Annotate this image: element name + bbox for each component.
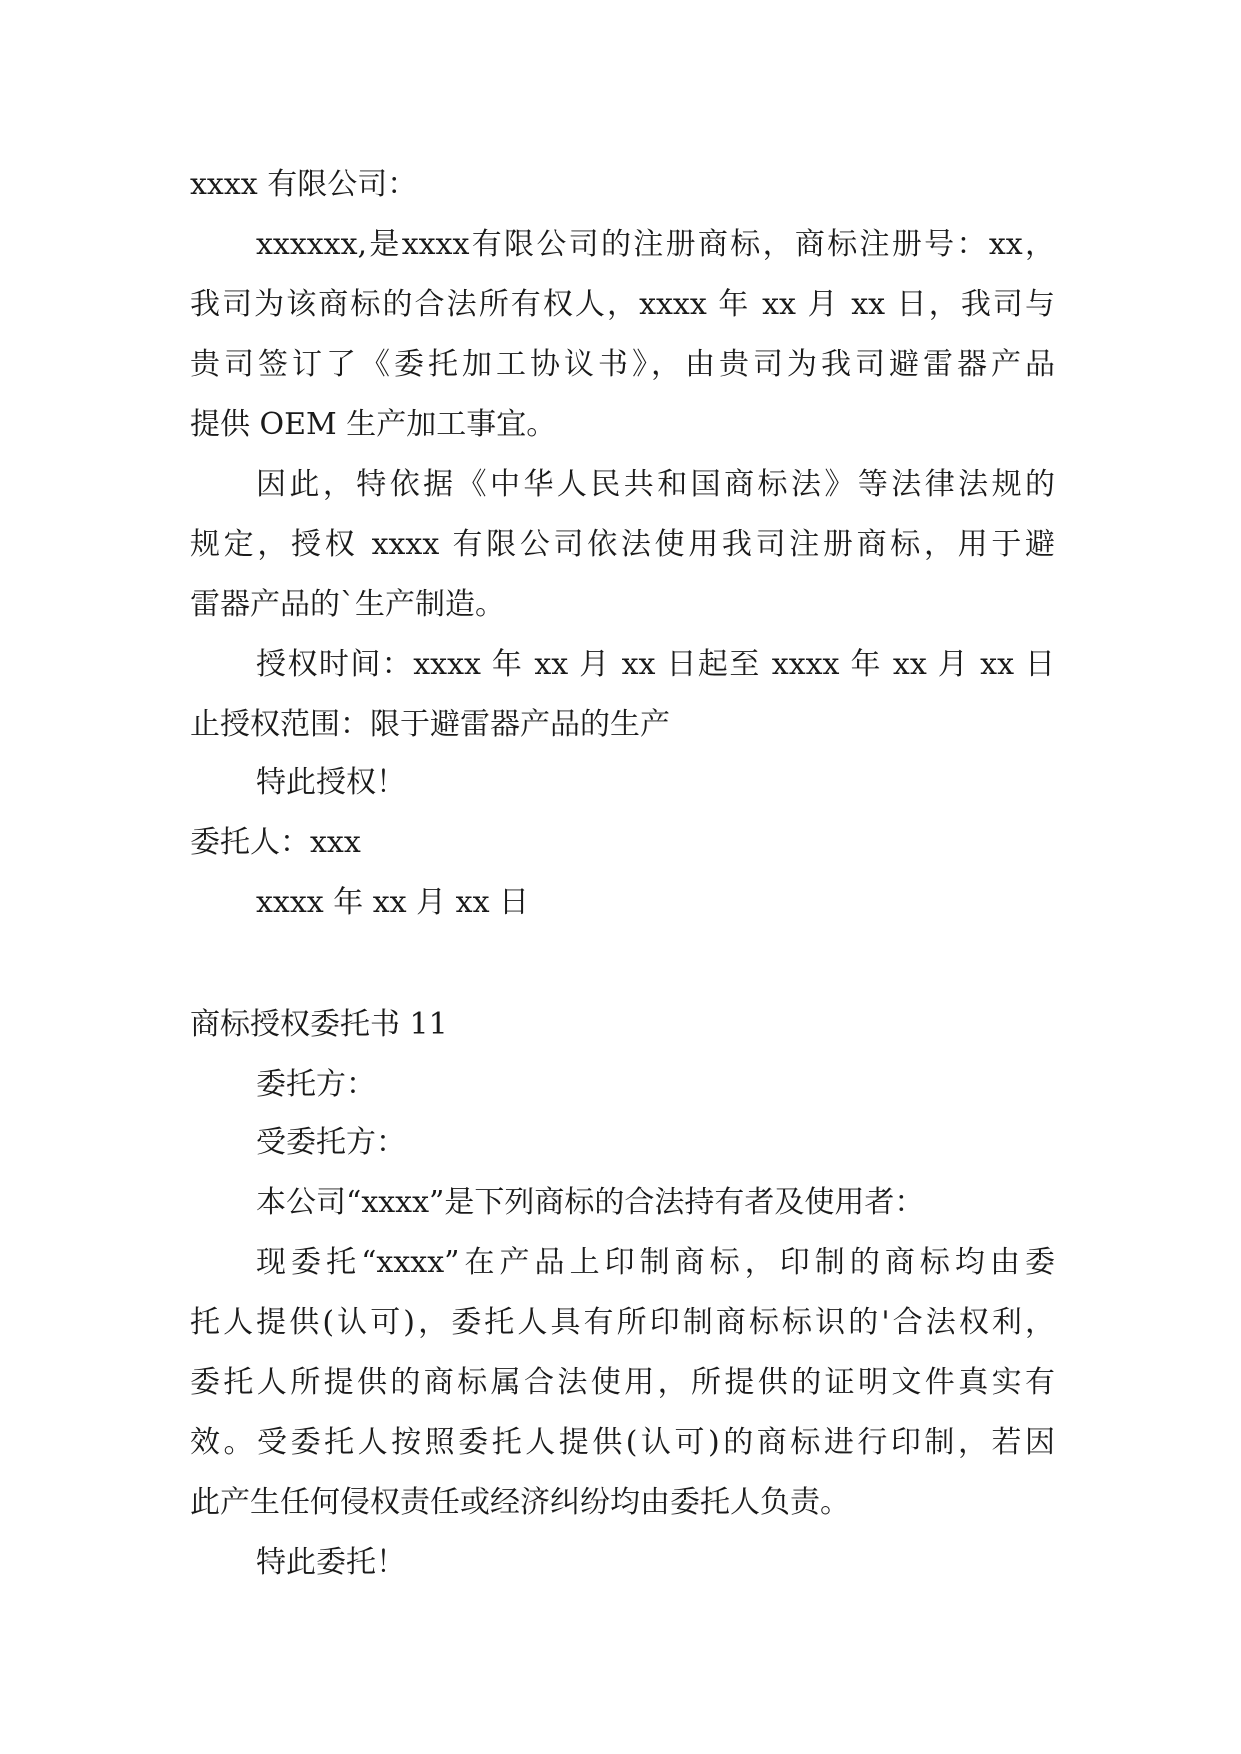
paragraph-line: 我司为该商标的合法所有权人，xxxx 年 xx 月 xx 日，我司与 <box>190 287 1055 322</box>
closing-text: 特此委托！ <box>256 1545 406 1580</box>
paragraph-line: 贵司签订了《委托加工协议书》，由贵司为我司避雷器产品 <box>190 347 1055 382</box>
statement-text: 本公司“xxxx”是下列商标的合法持有者及使用者： <box>256 1185 925 1220</box>
principal-signature: 委托人：xxx <box>190 825 361 860</box>
paragraph-line: 此产生任何侵权责任或经济纠纷均由委托人负责。 <box>190 1485 850 1520</box>
paragraph-line: 止授权范围：限于避雷器产品的生产 <box>190 707 670 742</box>
section-title: 商标授权委托书 11 <box>190 1007 448 1042</box>
paragraph-line: 委托人所提供的商标属合法使用，所提供的证明文件真实有 <box>190 1365 1055 1400</box>
paragraph-line: 现委托“xxxx”在产品上印制商标，印制的商标均由委 <box>256 1245 1055 1280</box>
paragraph-line: xxxxxx,是xxxx有限公司的注册商标，商标注册号：xx， <box>256 227 1055 262</box>
salutation: xxxx 有限公司： <box>190 167 418 202</box>
paragraph-line: 托人提供(认可)，委托人具有所印制商标标识的'合法权利， <box>190 1305 1055 1340</box>
paragraph-line: 雷器产品的`生产制造。 <box>190 587 505 622</box>
paragraph-line: 授权时间：xxxx 年 xx 月 xx 日起至 xxxx 年 xx 月 xx 日 <box>256 647 1055 682</box>
signature-date: xxxx 年 xx 月 xx 日 <box>256 885 530 920</box>
paragraph-line: 因此，特依据《中华人民共和国商标法》等法律法规的 <box>256 467 1055 502</box>
agent-label: 受委托方： <box>256 1125 406 1160</box>
closing-text: 特此授权！ <box>256 765 406 800</box>
paragraph-line: 规定，授权 xxxx 有限公司依法使用我司注册商标，用于避 <box>190 527 1055 562</box>
paragraph-line: 效。受委托人按照委托人提供(认可)的商标进行印制，若因 <box>190 1425 1055 1460</box>
principal-label: 委托方： <box>256 1067 376 1102</box>
paragraph-line: 提供 OEM 生产加工事宜。 <box>190 407 557 442</box>
